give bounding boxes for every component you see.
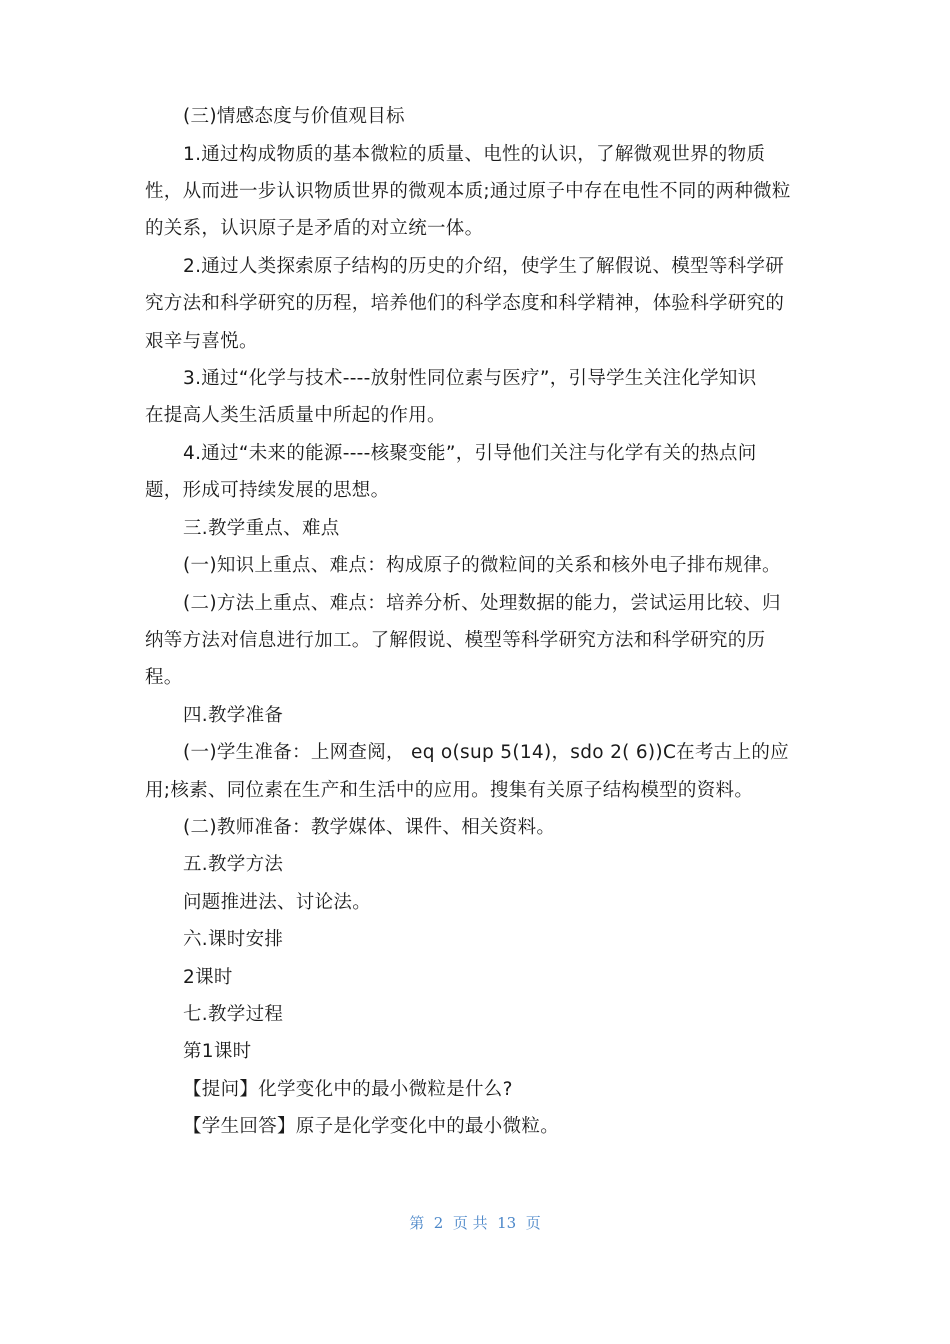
paragraph-line: 纳等方法对信息进行加工。了解假说、模型等科学研究方法和科学研究的历 [145, 630, 766, 651]
paragraph-line: (一)学生准备：上网查阅， eq o(sup 5(14)，sdo 2( 6))C在考古上的应 [183, 742, 789, 763]
section-heading: 四.教学准备 [183, 705, 284, 726]
paragraph-line: 的关系，认识原子是矛盾的对立统一体。 [145, 218, 484, 239]
paragraph-line: 题，形成可持续发展的思想。 [145, 480, 390, 501]
section-heading: 六.课时安排 [183, 929, 284, 950]
paragraph-line: (二)教师准备：教学媒体、课件、相关资料。 [183, 817, 556, 838]
paragraph-line: 【提问】化学变化中的最小微粒是什么? [183, 1079, 513, 1100]
paragraph-line: 艰辛与喜悦。 [145, 331, 258, 352]
paragraph-line: 问题推进法、讨论法。 [183, 892, 372, 913]
paragraph-line: 【学生回答】原子是化学变化中的最小微粒。 [183, 1116, 560, 1137]
section-heading: 七.教学过程 [183, 1004, 284, 1025]
paragraph-line: 3.通过“化学与技术----放射性同位素与医疗”，引导学生关注化学知识 [183, 368, 757, 389]
section-heading: 五.教学方法 [183, 854, 284, 875]
paragraph-line: 第1课时 [183, 1041, 252, 1062]
paragraph-line: 2.通过人类探索原子结构的历史的介绍，使学生了解假说、模型等科学研 [183, 256, 785, 277]
paragraph-line: (二)方法上重点、难点：培养分析、处理数据的能力，尝试运用比较、归 [183, 593, 781, 614]
page-number-footer: 第 2 页 共 13 页 [409, 1214, 541, 1232]
paragraph-line: (一)知识上重点、难点：构成原子的微粒间的关系和核外电子排布规律。 [183, 555, 781, 576]
paragraph-line: 究方法和科学研究的历程，培养他们的科学态度和科学精神，体验科学研究的 [145, 293, 785, 314]
paragraph-line: 性，从而进一步认识物质世界的微观本质;通过原子中存在电性不同的两种微粒 [145, 181, 791, 202]
paragraph-line: 在提高人类生活质量中所起的作用。 [145, 405, 446, 426]
paragraph-line: 程。 [145, 667, 183, 688]
paragraph-line: 用;核素、同位素在生产和生活中的应用。搜集有关原子结构模型的资料。 [145, 780, 754, 801]
paragraph-line: 1.通过构成物质的基本微粒的质量、电性的认识，了解微观世界的物质 [183, 144, 766, 165]
paragraph-line: 4.通过“未来的能源----核聚变能”，引导他们关注与化学有关的热点问 [183, 443, 757, 464]
paragraph-line: 2课时 [183, 967, 233, 988]
section-heading: (三)情感态度与价值观目标 [183, 106, 405, 127]
section-heading: 三.教学重点、难点 [183, 518, 340, 539]
